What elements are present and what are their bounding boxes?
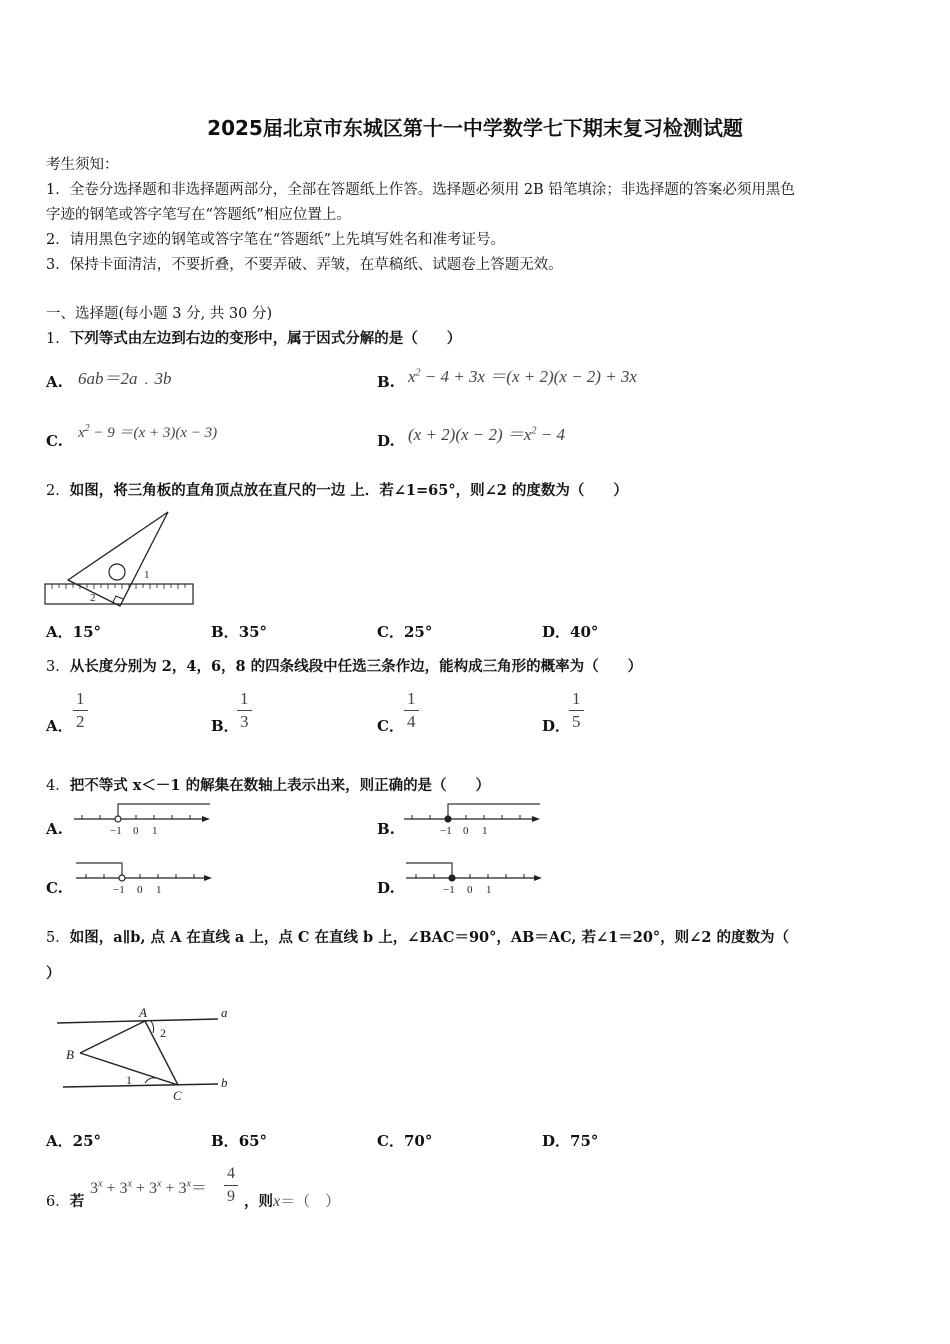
question-4 [46,774,490,795]
q1-option-b-formula: $x^2 - 4 + 3x =(x + 2)(x - 2) + 3x$ [408,367,637,386]
svg-text:−1: −1 [113,884,125,896]
q5-line-b-label: b [221,1075,228,1090]
q5-point-a-label: A [139,1005,147,1020]
question-number: 2． [46,483,70,499]
q2-option-b: B．35° [211,623,268,641]
svg-text:1: 1 [486,884,492,896]
question-number: 4． [46,778,70,794]
q5-option-c: C．70° [377,1132,433,1150]
svg-text:−1: −1 [440,825,452,837]
q4-option-b-label: B. [377,820,395,838]
q1-option-a-formula: 6ab＝2a﹒3b [78,369,172,388]
q2-angle-1-label: 1 [144,569,150,581]
q5-option-a: A．25° [46,1132,102,1150]
q3-option-a-label: A． [46,717,73,735]
q3-option-a-fraction: $\frac{1}{2}$ [73,688,88,733]
q1-option-b-label: B. [377,373,395,391]
q2-option-a: A．15° [46,623,102,641]
q1-option-c-label: C. [46,432,63,450]
q1-option-c-formula: $x^2 - 9 =(x + 3)(x - 3)$ [78,423,218,441]
question-text: 把不等式 x＜－1 的解集在数轴上表示出来，则正确的是（ ） [69,777,491,794]
q2-option-c: C．25° [377,623,433,641]
q5-option-b: B．65° [211,1132,268,1150]
q4-option-d-label: D. [377,879,395,897]
notice-line-1a: 1．全卷分选择题和非选择题两部分，全部在答题纸上作答。选择题必须用 2B 铅笔填涂；非选择题的答案必须用黑色 [46,182,795,198]
q4-option-b-number-line [402,800,542,840]
question-number: 5． [46,930,70,946]
q2-ruler-triangle-figure [44,508,196,608]
svg-text:1: 1 [156,884,162,896]
q6-tail: ，则x＝（ ） [244,1193,341,1210]
q3-option-d-fraction: $\frac{1}{5}$ [569,688,584,733]
question-5-continued: ） [46,965,61,982]
svg-text:0: 0 [463,825,469,837]
question-5 [46,926,789,947]
svg-text:1: 1 [482,825,488,837]
notice-line-1b: 字迹的钢笔或答字笔写在“答题纸”相应位置上。 [46,207,351,223]
question-text: 下列等式由左边到右边的变形中，属于因式分解的是（ ） [69,330,462,347]
q4-option-c-number-line [72,859,217,899]
q3-option-b-label: B． [211,717,239,735]
svg-text:0: 0 [467,884,473,896]
question-text: 如图，将三角板的直角顶点放在直尺的一边 上．若∠1=65°，则∠2 的度数为（ ） [69,482,628,499]
svg-text:0: 0 [133,825,139,837]
q3-option-b-fraction: $\frac{1}{3}$ [237,688,252,733]
q1-option-d-label: D. [377,432,395,450]
q4-option-c-label: C. [46,879,63,897]
question-text: 如图，a∥b, 点 A 在直线 a 上，点 C 在直线 b 上，∠BAC＝90°，AB＝AC, 若∠1＝20°，则∠2 的度数为（ [69,929,789,946]
notice-heading: 考生须知： [46,157,119,173]
q1-option-a-label: A. [46,373,63,391]
question-2 [46,479,628,500]
q2-angle-2-label: 2 [90,592,96,604]
q2-option-d: D．40° [542,623,599,641]
q5-point-c-label: C [173,1088,182,1103]
q6-equation-left: $3^x + 3^x + 3^x + 3^x=$ [90,1178,207,1197]
q5-angle-1-label: 1 [126,1073,132,1087]
svg-text:0: 0 [137,884,143,896]
q5-option-d: D．75° [542,1132,599,1150]
q1-option-d-formula: $(x + 2)(x - 2) =x^2 - 4$ [408,425,565,444]
question-1 [46,327,461,348]
q6-fraction: $\frac{4}{9}$ [224,1163,238,1208]
q5-angle-2-label: 2 [160,1026,166,1040]
page-title: 2025届北京市东城区第十一中学数学七下期末复习检测试题 [207,116,743,140]
question-number: 1． [46,331,70,347]
question-number: 6． [46,1194,70,1210]
q5-parallel-lines-figure [55,1003,240,1103]
svg-text:−1: −1 [110,825,122,837]
q3-option-d-label: D． [542,717,571,735]
q4-option-d-number-line [402,859,547,899]
notice-line-2: 2．请用黑色字迹的钢笔或答字笔在“答题纸”上先填写姓名和准考证号。 [46,232,506,248]
question-3 [46,655,642,676]
q5-line-a-label: a [221,1005,228,1020]
question-text: 从长度分别为 2，4，6，8 的四条线段中任选三条作边，能构成三角形的概率为（ ） [69,658,643,675]
q3-option-c-label: C． [377,717,404,735]
question-number: 3． [46,659,70,675]
question-6: 6．若 [46,1193,85,1210]
q4-option-a-label: A. [46,820,63,838]
section-heading: 一、选择题(每小题 3 分, 共 30 分) [46,306,273,322]
svg-text:1: 1 [152,825,158,837]
svg-text:−1: −1 [443,884,455,896]
q5-point-b-label: B [66,1047,74,1062]
q4-option-a-number-line [72,800,212,840]
q3-option-c-fraction: $\frac{1}{4}$ [404,688,419,733]
notice-line-3: 3．保持卡面清洁，不要折叠，不要弄破、弄皱，在草稿纸、试题卷上答题无效。 [46,257,563,273]
